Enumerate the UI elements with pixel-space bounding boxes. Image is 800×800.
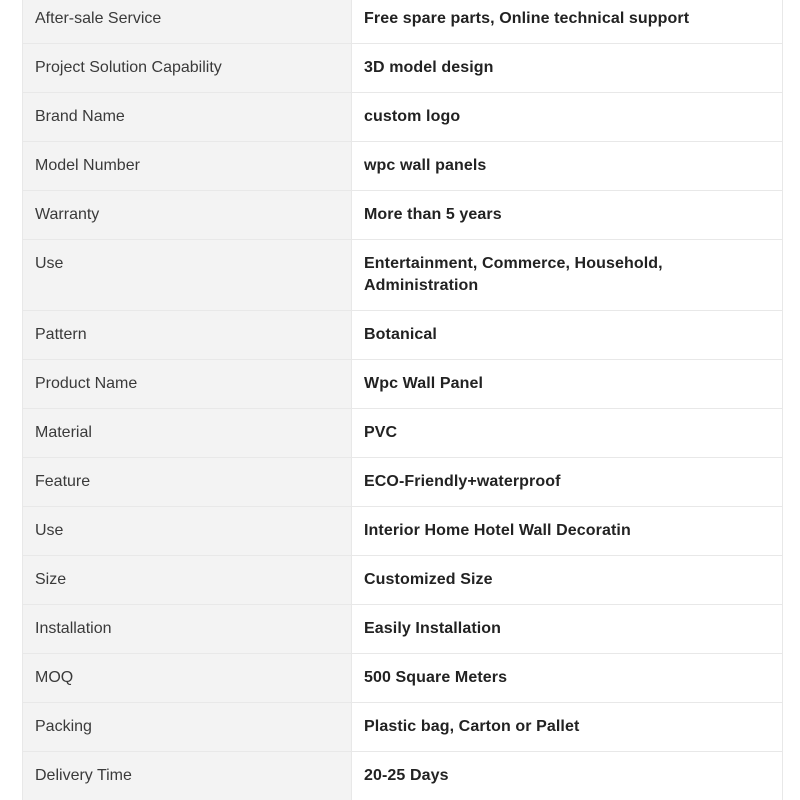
spec-value: Wpc Wall Panel bbox=[352, 360, 783, 409]
spec-value: Plastic bag, Carton or Pallet bbox=[352, 703, 783, 752]
spec-value: custom logo bbox=[352, 93, 783, 142]
spec-label: MOQ bbox=[23, 654, 352, 703]
spec-value: Easily Installation bbox=[352, 605, 783, 654]
spec-value: PVC bbox=[352, 409, 783, 458]
table-row bbox=[23, 240, 783, 311]
table-row bbox=[23, 191, 783, 240]
table-row bbox=[23, 93, 783, 142]
spec-value: 500 Square Meters bbox=[352, 654, 783, 703]
table-row bbox=[23, 44, 783, 93]
spec-value: 3D model design bbox=[352, 44, 783, 93]
spec-label: Installation bbox=[23, 605, 352, 654]
table-row bbox=[23, 605, 783, 654]
spec-label: Packing bbox=[23, 703, 352, 752]
spec-label: Warranty bbox=[23, 191, 352, 240]
spec-label: Pattern bbox=[23, 311, 352, 360]
spec-value: 20-25 Days bbox=[352, 752, 783, 800]
spec-value: More than 5 years bbox=[352, 191, 783, 240]
spec-label: Product Name bbox=[23, 360, 352, 409]
spec-label: Model Number bbox=[23, 142, 352, 191]
table-row bbox=[23, 703, 783, 752]
spec-label: Size bbox=[23, 556, 352, 605]
spec-label: Project Solution Capability bbox=[23, 44, 352, 93]
table-row bbox=[23, 556, 783, 605]
spec-label: Delivery Time bbox=[23, 752, 352, 800]
spec-value: ECO-Friendly+waterproof bbox=[352, 458, 783, 507]
table-row bbox=[23, 360, 783, 409]
table-row bbox=[23, 142, 783, 191]
product-spec-table bbox=[22, 0, 783, 800]
spec-value: Entertainment, Commerce, Household, Administration bbox=[352, 240, 783, 311]
spec-label: Use bbox=[23, 507, 352, 556]
table-row bbox=[23, 507, 783, 556]
table-row bbox=[23, 0, 783, 44]
spec-value: Interior Home Hotel Wall Decoratin bbox=[352, 507, 783, 556]
spec-label: After-sale Service bbox=[23, 0, 352, 44]
table-row bbox=[23, 752, 783, 800]
table-row bbox=[23, 409, 783, 458]
spec-label: Brand Name bbox=[23, 93, 352, 142]
spec-value: Free spare parts, Online technical support bbox=[352, 0, 783, 44]
spec-value: Customized Size bbox=[352, 556, 783, 605]
table-row bbox=[23, 458, 783, 507]
spec-label: Material bbox=[23, 409, 352, 458]
spec-value: wpc wall panels bbox=[352, 142, 783, 191]
spec-label: Use bbox=[23, 240, 352, 311]
table-row bbox=[23, 311, 783, 360]
spec-value: Botanical bbox=[352, 311, 783, 360]
spec-label: Feature bbox=[23, 458, 352, 507]
table-row bbox=[23, 654, 783, 703]
